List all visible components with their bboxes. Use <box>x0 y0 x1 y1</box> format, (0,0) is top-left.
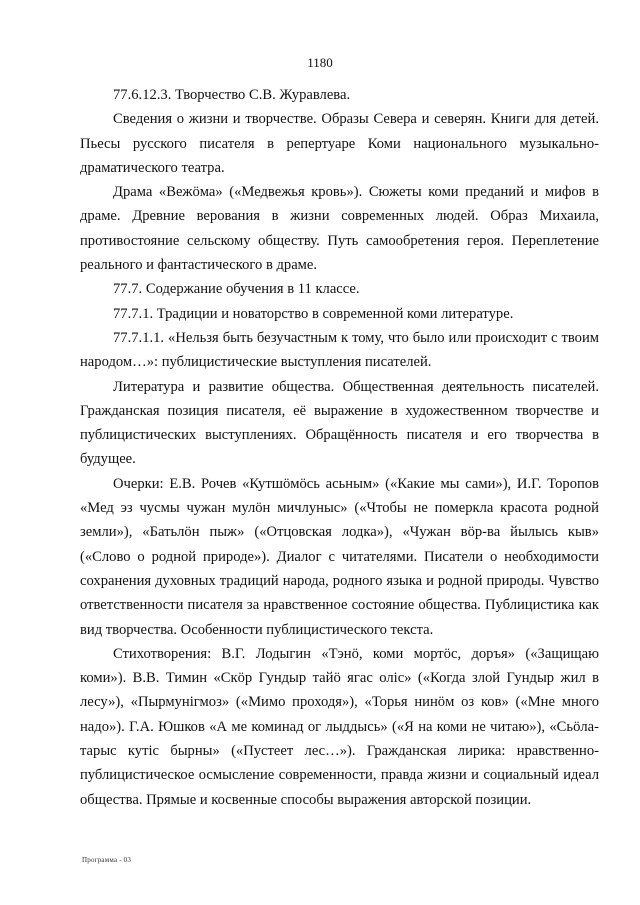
paragraph-literature-society: Литература и развитие общества. Общественная деятельность писателей. Гражданская позиция писателя, её выражение в художественном творчестве и публицистических выступлениях. Обращённость писателя и его творчества в будущее. <box>80 378 599 468</box>
document-body <box>80 83 599 812</box>
page-number: 1180 <box>307 55 333 70</box>
section-heading-zhuravlev: 77.6.12.3. Творчество С.В. Журавлева. <box>113 87 351 103</box>
section-heading-publicistic: 77.7.1.1. «Нельзя быть безучастным к тому, что было или происходит с твоим народом…»: публицистические выступления писателей. <box>80 329 599 371</box>
paragraph-poems: Стихотворения: В.Г. Лодыгин «Тэнö, коми мортöс, доръя» («Защищаю коми»). В.В. Тимин «Скöр Гундыр тайö ягас олiс» («Когда злой Гундыр жил в лесу»), «Пырмунiгмоз» («Мимо проходя»), «Торья нинöм оз ков» («Мне много надо»). Г.А. Юшков «А ме коминад ог лыддысь» («Я на коми не читаю»), «Сьöла-тарыс кутiс бырны» («Пустеет лес…»). Гражданская лирика: нравственно-публицистическое осмысление современности, правда жизни и социальный идеал общества. Прямые и косвенные способы выражения авторской позиции. <box>80 645 599 808</box>
page-footer: Программа - 03 <box>82 856 132 864</box>
paragraph-essays: Очерки: Е.В. Рочев «Кутшöмöсь асьным» («Какие мы сами»), И.Г. Торопов «Мед эз чусмы чужан мулöн мичлуныс» («Чтобы не померкла красота родной земли»), «Батьлöн пыж» («Отцовская лодка»), «Чужан вöр-ва йылысь кыв» («Слово о родной природе»). Диалог с читателями. Писатели о необходимости сохранения духовных традиций народа, родного языка и родной природы. Чувство ответственности писателя за нравственное состояние общества. Публицистика как вид творчества. Особенности публицистического текста. <box>80 475 599 638</box>
section-heading-traditions: 77.7.1. Традиции и новаторство в современной коми литературе. <box>113 305 514 322</box>
paragraph-drama-vezhoma: Драма «Вежöма» («Медвежья кровь»). Сюжеты коми преданий и мифов в драме. Древние верования в жизни современных людей. Образ Михаила, противостояние сельскому обществу. Путь самообретения героя. Переплетение реального и фантастического в драме. <box>80 184 599 274</box>
section-heading-grade-11: 77.7. Содержание обучения в 11 классе. <box>113 281 360 298</box>
paragraph-biography: Сведения о жизни и творчестве. Образы Севера и северян. Книги для детей. Пьесы русского писателя в репертуаре Коми национального музыкально-драматического театра. <box>80 111 599 176</box>
